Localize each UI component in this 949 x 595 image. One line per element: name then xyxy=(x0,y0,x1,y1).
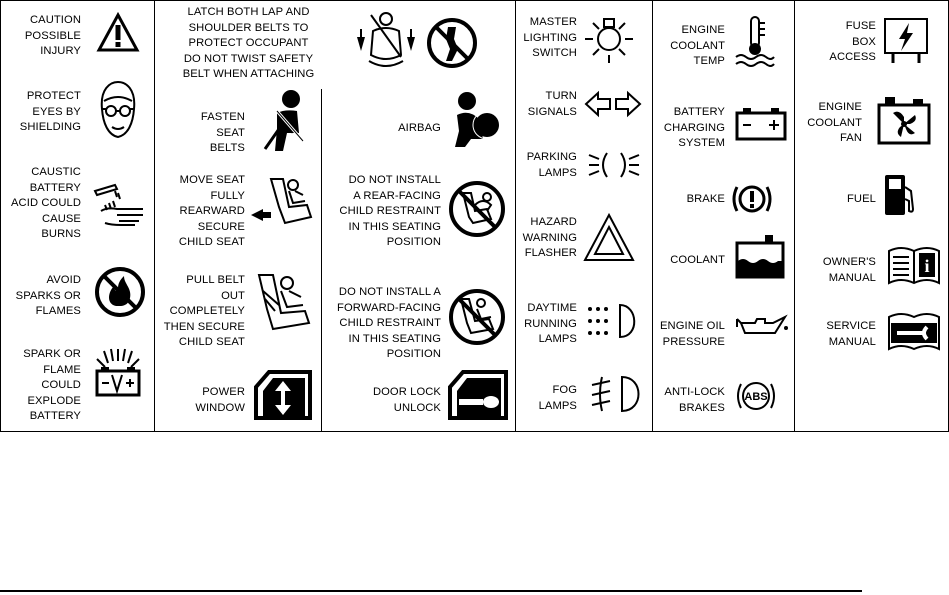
column-divider xyxy=(154,1,155,431)
parking-lamps-label: PARKING LAMPS xyxy=(526,151,577,179)
no-forward-facing-seat-icon xyxy=(447,287,507,347)
coolant-temp-label: ENGINE COOLANT TEMP xyxy=(670,24,725,68)
owners-manual-label: OWNER'S MANUAL xyxy=(822,256,876,284)
no-rear-facing-seat-icon xyxy=(447,179,507,239)
no-flame-icon xyxy=(94,266,146,318)
battery-explosion-icon xyxy=(93,349,143,399)
no-forward-facing-label: DO NOT INSTALL A FORWARD-FACING CHILD RESTRAINT IN THIS SEATING POSITION xyxy=(337,286,441,361)
fasten-belts-label: FASTEN SEAT BELTS xyxy=(200,111,245,155)
bottom-rule xyxy=(0,590,862,592)
oil-pressure-label: ENGINE OIL PRESSURE xyxy=(659,320,725,348)
coolant-label: COOLANT xyxy=(670,254,725,266)
door-lock-icon xyxy=(447,369,509,421)
master-lighting-label: MASTER LIGHTING SWITCH xyxy=(523,16,577,60)
fuel-label: FUEL xyxy=(847,193,876,205)
parking-lamps-icon xyxy=(587,147,641,183)
hazard-label: HAZARD WARNING FLASHER xyxy=(522,216,577,260)
seat-belt-icon xyxy=(259,89,311,155)
airbag-label: AIRBAG xyxy=(398,122,441,134)
column-divider xyxy=(794,1,795,431)
door-lock-label: DOOR LOCK UNLOCK xyxy=(372,386,441,414)
face-shield-icon xyxy=(96,79,140,141)
protect-eyes-label: PROTECT EYES BY SHIELDING xyxy=(19,90,81,134)
coolant-reservoir-icon xyxy=(735,233,785,279)
move-seat-label: MOVE SEAT FULLY REARWARD SECURE CHILD SEAT xyxy=(178,174,245,249)
airbag-icon xyxy=(449,91,501,149)
battery-label: BATTERY CHARGING SYSTEM xyxy=(663,106,725,150)
column-divider xyxy=(321,89,322,431)
column-divider xyxy=(515,1,516,431)
column-divider xyxy=(652,1,653,431)
fuse-box-label: FUSE BOX ACCESS xyxy=(829,20,876,64)
turn-signal-arrows-icon xyxy=(584,91,642,117)
twisted-belt-icon xyxy=(353,11,419,75)
thermometer-icon xyxy=(734,15,776,67)
info-icon-text: i xyxy=(924,256,930,276)
coolant-fan-label: ENGINE COOLANT FAN xyxy=(807,101,862,145)
abs-icon xyxy=(735,377,777,415)
caution-label: CAUTION POSSIBLE INJURY xyxy=(24,14,81,58)
hazard-triangle-icon xyxy=(583,213,635,263)
cooling-fan-icon xyxy=(875,93,933,145)
drl-label: DAYTIME RUNNING LAMPS xyxy=(524,302,577,346)
power-window-label: POWER WINDOW xyxy=(195,386,245,414)
oil-can-icon xyxy=(735,311,789,343)
fuel-pump-icon xyxy=(883,173,919,219)
service-manual-label: SERVICE MANUAL xyxy=(826,320,876,348)
daytime-running-lamps-icon xyxy=(584,301,644,341)
no-belt-twist-icon xyxy=(426,17,478,69)
avoid-sparks-label: AVOID SPARKS OR FLAMES xyxy=(15,274,81,318)
abs-label: ANTI-LOCK BRAKES xyxy=(664,386,725,414)
abs-icon-text: ABS xyxy=(744,391,768,403)
caution-triangle-icon xyxy=(98,13,138,53)
master-light-icon xyxy=(583,11,639,67)
turn-signals-label: TURN SIGNALS xyxy=(527,90,577,118)
power-window-icon xyxy=(253,369,313,421)
spark-flame-label: SPARK OR FLAME COULD EXPLODE BATTERY xyxy=(23,348,81,423)
child-seat-belt-icon xyxy=(253,271,315,335)
battery-icon xyxy=(735,105,787,141)
acid-burn-hand-icon xyxy=(93,181,151,227)
service-manual-icon xyxy=(887,311,941,351)
fog-lamps-label: FOG LAMPS xyxy=(538,384,577,412)
fuse-box-icon xyxy=(883,15,929,67)
no-rear-facing-label: DO NOT INSTALL A REAR-FACING CHILD RESTRAINT IN THIS SEATING POSITION xyxy=(339,174,441,249)
latch-belts-label: LATCH BOTH LAP AND SHOULDER BELTS TO PROTECT OCCUPANT DO NOT TWIST SAFETY BELT WHEN ATTACHING xyxy=(182,6,315,81)
brake-warning-icon xyxy=(731,179,773,219)
fog-lamp-icon xyxy=(588,373,644,415)
pull-belt-label: PULL BELT OUT COMPLETELY THEN SECURE CHILD SEAT xyxy=(163,274,245,349)
brake-label: BRAKE xyxy=(686,193,725,205)
seat-rearward-icon xyxy=(249,173,315,235)
owners-manual-icon xyxy=(887,245,941,285)
caustic-label: CAUSTIC BATTERY ACID COULD CAUSE BURNS xyxy=(11,166,81,241)
